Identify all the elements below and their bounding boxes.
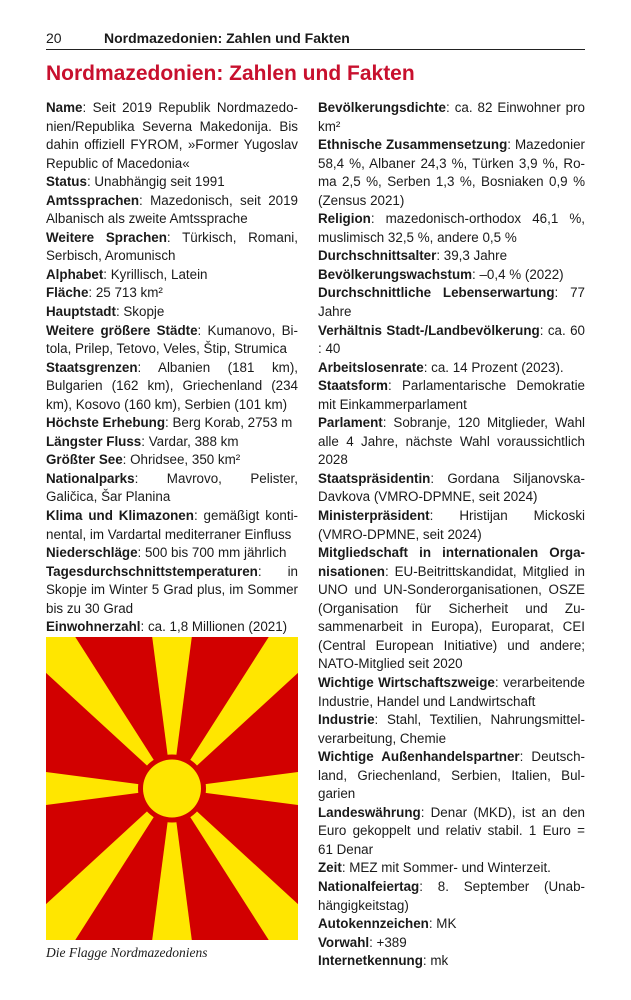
fact-text: : ca. 1,8 Millionen (2021) [140, 619, 288, 635]
running-title: Nordmazedonien: Zahlen und Fakten [104, 30, 350, 46]
fact-entry [318, 952, 585, 971]
fact-text: : 77 Jahre [318, 285, 585, 320]
fact-text: : 8. September (Unabhängigkeitstag) [318, 878, 585, 913]
fact-label: Zeit [318, 860, 342, 876]
fact-label: Wichtige Außenhandelspartner [318, 749, 520, 765]
fact-entry [318, 414, 585, 470]
fact-label: Tagesdurchschnittstemperaturen [46, 563, 258, 579]
fact-entry [318, 507, 585, 544]
fact-label: Bevölkerungsdichte [318, 100, 446, 115]
fact-text: : Stahl, Textilien, Nahrungsmittelverarbeitung, Chemie [318, 712, 585, 746]
fact-text: : Türkisch, Romani, Serbisch, Aromunisch [46, 229, 298, 264]
fact-label: Staatspräsidentin [318, 470, 431, 486]
fact-text: : Vardar, 388 km [141, 433, 239, 449]
fact-entry [46, 322, 298, 359]
fact-entry [318, 247, 585, 266]
fact-entry [318, 359, 585, 378]
fact-label: Arbeitslosenrate [318, 359, 424, 375]
fact-text: : in Skopje im Winter 5 Grad plus, im Sommer bis zu 30 Grad [46, 563, 298, 616]
fact-entry [46, 229, 298, 266]
fact-entry [46, 563, 298, 619]
fact-text: : MK [428, 916, 457, 932]
fact-label: Mitgliedschaft in internationalen Organisationen [318, 545, 585, 579]
fact-label: Durchschnittliche Lebenserwartung [318, 285, 555, 301]
fact-entry [46, 99, 298, 173]
fact-text: : Skopje [115, 304, 165, 320]
fact-label: Status [46, 174, 87, 190]
fact-label: Parlament [318, 415, 383, 431]
fact-label: Ministerpräsident [318, 508, 430, 524]
fact-entry [318, 859, 585, 878]
fact-text: : 500 bis 700 mm jährlich [137, 545, 287, 561]
fact-label: Nationalparks [46, 470, 135, 486]
fact-entry [318, 377, 585, 414]
page-heading: Nordmazedonien: Zahlen und Fakten [46, 62, 415, 85]
fact-entry [318, 915, 585, 934]
fact-entry [46, 266, 298, 285]
fact-entry [46, 192, 298, 229]
fact-label: Name [46, 100, 83, 115]
fact-label: Religion [318, 211, 371, 227]
fact-label: Längster Fluss [46, 433, 142, 449]
fact-label: Verhältnis Stadt-/Landbevölkerung [318, 322, 540, 338]
left-column [46, 99, 298, 637]
fact-entry [46, 359, 298, 415]
fact-entry [318, 470, 585, 507]
fact-text: : verarbeitende Industrie, Handel und Landwirtschaft [318, 674, 585, 709]
fact-text: : Kumanovo, Bitola, Prilep, Tetovo, Veles, Štip, Strumica [46, 322, 298, 357]
fact-entry [318, 674, 585, 711]
fact-entry [318, 711, 585, 748]
fact-entry [46, 470, 298, 507]
fact-entry [318, 210, 585, 247]
fact-label: Weitere Sprachen [46, 229, 167, 245]
fact-text: : Parlamentarische Demokratie mit Einkammerparlament [318, 378, 585, 412]
fact-entry [46, 284, 298, 303]
fact-label: Bevölkerungswachstum [318, 266, 473, 282]
fact-entry [318, 99, 585, 136]
fact-label: Durchschnittsalter [318, 248, 437, 264]
fact-label: Ethnische Zusammensetzung [318, 137, 508, 153]
fact-entry [318, 284, 585, 321]
fact-label: Amtssprachen [46, 192, 140, 208]
fact-entry [46, 618, 298, 637]
fact-label: Internetkennung [318, 953, 423, 969]
fact-text: : Sobranje, 120 Mitglieder, Wahl alle 4 Jahre, nächste Wahl voraussichtlich 2028 [318, 415, 585, 468]
fact-entry [318, 266, 585, 285]
fact-text: : Seit 2019 Republik Nordmazedonien/Republika Severna Makedonija. Bis dahin offiziell FYROM, »Former Yugoslav Republic of Macedonia« [46, 100, 298, 171]
sun-disc [143, 760, 201, 818]
fact-text: : Mavrovo, Pelister, Galičica, Šar Planina [46, 470, 298, 505]
fact-label: Vorwahl [318, 934, 370, 950]
fact-label: Niederschläge [46, 545, 138, 561]
fact-entry [46, 414, 298, 433]
fact-text: : Denar (MKD), ist an den Euro gekoppelt und relativ stabil. 1 Euro = 61 Denar [318, 804, 585, 857]
fact-text: : Albanien (181 km), Bulgarien (162 km), Griechenland (234 km), Kosovo (160 km), Serbien (101 km) [46, 359, 298, 412]
fact-label: Fläche [46, 285, 89, 301]
fact-entry [318, 544, 585, 674]
fact-entry [46, 544, 298, 563]
fact-text: : Kyrillisch, Latein [103, 266, 208, 282]
fact-text: : –0,4 % (2022) [472, 266, 564, 282]
fact-entry [318, 748, 585, 804]
fact-label: Staatsform [318, 378, 388, 394]
fact-label: Hauptstadt [46, 304, 116, 320]
flag-image [46, 637, 298, 940]
fact-label: Klima und Klimazonen [46, 508, 194, 524]
fact-entry [318, 322, 585, 359]
fact-entry [46, 451, 298, 470]
fact-text: : gemäßigt kontinental, im Vardartal mediterraner Einfluss [46, 508, 299, 542]
fact-text: : ca. 14 Prozent (2023). [423, 359, 564, 375]
fact-text: : mk [422, 953, 449, 969]
fact-text: : Gordana Siljanovska-Davkova (VMRO-DPMNE, seit 2024) [318, 470, 585, 505]
page-number: 20 [46, 30, 62, 46]
fact-text: : Deutschland, Griechenland, Serbien, Italien, Bulgarien [318, 749, 585, 802]
fact-label: Einwohnerzahl [46, 619, 141, 635]
fact-text: : +389 [369, 934, 407, 950]
fact-text: : MEZ mit Sommer- und Winterzeit. [341, 860, 551, 876]
fact-text: : Unabhängig seit 1991 [86, 174, 225, 190]
fact-text: : Ohridsee, 350 km² [122, 452, 241, 468]
fact-entry [318, 136, 585, 210]
fact-entry [46, 303, 298, 322]
fact-entry [46, 173, 298, 192]
fact-label: Weitere größere Städte [46, 322, 198, 338]
fact-label: Wichtige Wirtschaftszweige [318, 674, 495, 690]
running-head [46, 27, 585, 50]
fact-text: : 39,3 Jahre [436, 248, 508, 264]
fact-text: : ca. 82 Einwohner pro km² [318, 100, 585, 134]
fact-text: : EU-Beitrittskandidat, Mitglied in UNO und UN-Sonderorganisationen, OSZE (Organisation für Sicherheit und Zusammenarbeit in Europa), Europarat, CEI (Central European Initiative) und andere; NATO-Mitglied seit 2020 [318, 563, 585, 672]
fact-text: : mazedonisch-orthodox 46,1 %, muslimisch 32,5 %, andere 0,5 % [318, 211, 585, 245]
fact-entry [318, 804, 585, 860]
fact-label: Größter See [46, 452, 123, 468]
fact-text: : Hristijan Mickoski (VMRO-DPMNE, seit 2024) [318, 508, 585, 542]
fact-label: Industrie [318, 712, 375, 728]
fact-label: Nationalfeiertag [318, 878, 420, 894]
fact-text: : 25 713 km² [88, 285, 163, 301]
fact-text: : Mazedonisch, seit 2019 Albanisch als zweite Amtssprache [46, 192, 298, 227]
fact-label: Alphabet [46, 266, 104, 282]
fact-entry [46, 433, 298, 452]
fact-label: Staatsgrenzen [46, 359, 138, 375]
fact-text: : Mazedonier 58,4 %, Albaner 24,3 %, Türken 3,9 %, Roma 2,5 %, Serben 1,3 %, Bosniaken 0,9 % (Zensus 2021) [318, 137, 585, 208]
right-column [318, 99, 585, 971]
fact-text: : ca. 60 : 40 [318, 322, 586, 357]
fact-label: Landeswährung [318, 804, 421, 820]
north-macedonia-flag [46, 637, 298, 940]
fact-label: Autokennzeichen [318, 916, 429, 932]
fact-entry [318, 934, 585, 953]
flag-caption: Die Flagge Nordmazedoniens [46, 945, 208, 960]
fact-entry [318, 878, 585, 915]
fact-text: : Berg Korab, 2753 m [165, 415, 293, 431]
fact-entry [46, 507, 298, 544]
fact-label: Höchste Erhebung [46, 415, 166, 431]
